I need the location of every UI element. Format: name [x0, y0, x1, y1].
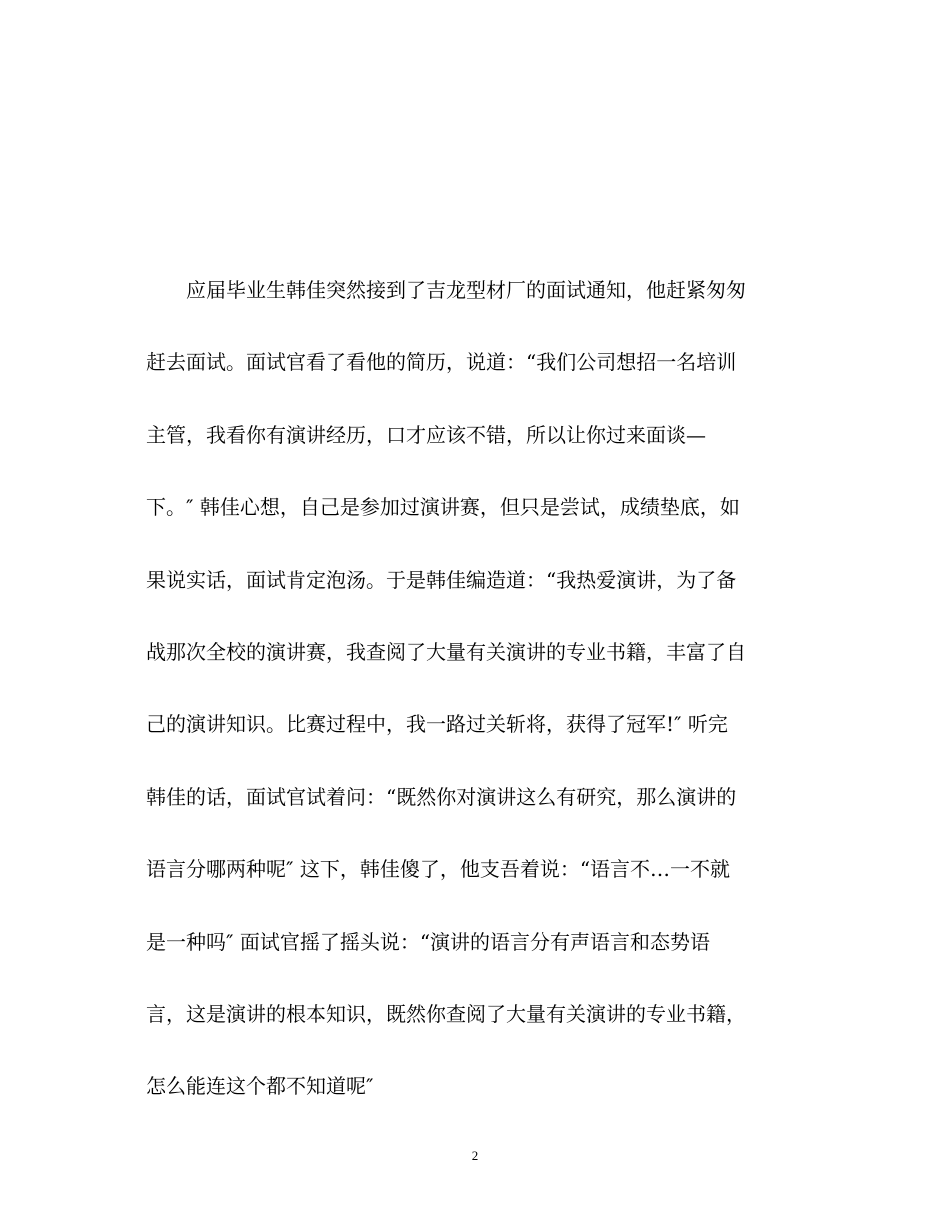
text-line-4: 下。″ 韩佳心想，自己是参加过演讲赛，但只是尝试，成绩垫底，如: [146, 495, 740, 520]
text-line-5: 果说实话，面试肯定泡汤。于是韩佳编造道：“我热爱演讲，为了备: [146, 567, 737, 592]
text-line-7: 己的演讲知识。比赛过程中，我一路过关斩将，获得了冠军!″ 听完: [146, 712, 728, 737]
text-line-8: 韩佳的话，面试官试着问：“既然你对演讲这么有研究，那么演讲的: [146, 784, 737, 809]
text-line-9: 语言分哪两种呢″ 这下，韩佳傻了，他支吾着说：“语言不…一不就: [146, 857, 731, 882]
text-line-6: 战那次全校的演讲赛，我查阅了大量有关演讲的专业书籍，丰富了自: [146, 639, 746, 664]
text-line-1: 应届毕业生韩佳突然接到了吉龙型材厂的面试通知，他赶紧匆匆: [186, 278, 746, 302]
text-line-3: 主管，我看你有演讲经历，口才应该不错，所以让你过来面谈—: [146, 422, 706, 447]
page-number: 2: [471, 1148, 479, 1163]
text-line-10: 是一种吗″ 面试官摇了摇头说：“演讲的语言分有声语言和态势语: [146, 929, 711, 954]
text-line-2: 赶去面试。面试官看了看他的简历，说道：“我们公司想招一名培训: [146, 350, 737, 375]
text-line-12: 怎么能连这个都不知道呢″: [146, 1074, 374, 1099]
text-line-11: 言，这是演讲的根本知识，既然你查阅了大量有关演讲的专业书籍，: [146, 1001, 746, 1026]
body-paragraph: [146, 272, 806, 1141]
